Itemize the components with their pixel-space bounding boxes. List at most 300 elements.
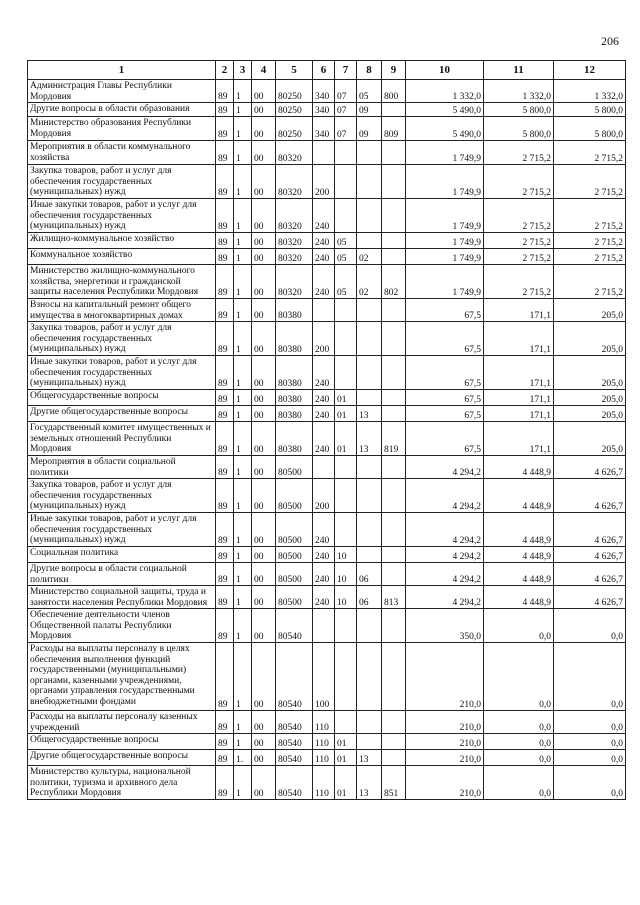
row-code-4: 00: [252, 199, 276, 233]
row-name: Закупка товаров, работ и услуг для обеспечения государственных (муниципальных) нужд: [28, 322, 216, 356]
row-name: Министерство социальной защиты, труда и занятости населения Республики Мордовия: [28, 586, 216, 609]
row-code-5: 80320: [276, 199, 313, 233]
row-amount-11: 171,1: [484, 299, 554, 322]
row-code-2: 89: [216, 199, 234, 233]
row-code-2: 89: [216, 711, 234, 734]
row-code-2: 89: [216, 165, 234, 199]
row-name: Расходы на выплаты персоналу в целях обеспечения выполнения функций государственными (муниципальными) органами, казенными учреждениями, органами управления государственными внебюджетными фондами: [28, 643, 216, 711]
row-code-3: 1: [234, 711, 252, 734]
row-amount-12: 0,0: [554, 609, 626, 643]
row-code-7: [335, 479, 357, 513]
row-code-5: 80500: [276, 456, 313, 479]
row-amount-12: 0,0: [554, 734, 626, 750]
row-code-8: [357, 390, 382, 406]
row-code-7: [335, 165, 357, 199]
row-name: Министерство культуры, национальной политики, туризма и архивного дела Республики Мордовия: [28, 766, 216, 800]
row-amount-12: 2 715,2: [554, 249, 626, 265]
row-code-8: 09: [357, 117, 382, 141]
table-row: [28, 734, 626, 750]
row-amount-12: 5 800,0: [554, 117, 626, 141]
row-code-5: 80320: [276, 249, 313, 265]
row-amount-10: 1 749,9: [406, 249, 484, 265]
row-amount-11: 2 715,2: [484, 233, 554, 249]
row-code-9: 809: [382, 117, 406, 141]
table-row: [28, 547, 626, 563]
row-code-3: 1: [234, 422, 252, 456]
row-code-8: 13: [357, 406, 382, 422]
row-name: Закупка товаров, работ и услуг для обеспечения государственных (муниципальных) нужд: [28, 479, 216, 513]
row-code-6: 110: [313, 711, 335, 734]
row-code-9: [382, 406, 406, 422]
row-name: Обеспечение деятельности членов Общественной палаты Республики Мордовия: [28, 609, 216, 643]
row-code-7: [335, 356, 357, 390]
table-row: [28, 513, 626, 547]
table-row: [28, 406, 626, 422]
row-code-5: 80500: [276, 563, 313, 586]
row-amount-12: 5 800,0: [554, 103, 626, 117]
row-code-3: 1: [234, 406, 252, 422]
row-code-8: [357, 165, 382, 199]
header-cell: 10: [406, 61, 484, 80]
header-cell: 6: [313, 61, 335, 80]
row-amount-11: 2 715,2: [484, 165, 554, 199]
row-code-8: [357, 356, 382, 390]
row-amount-11: 4 448,9: [484, 479, 554, 513]
row-code-7: [335, 456, 357, 479]
row-code-6: 240: [313, 249, 335, 265]
row-amount-10: 350,0: [406, 609, 484, 643]
header-cell: 9: [382, 61, 406, 80]
table-row: [28, 390, 626, 406]
row-amount-10: 210,0: [406, 734, 484, 750]
row-amount-12: 2 715,2: [554, 199, 626, 233]
row-amount-10: 1 332,0: [406, 80, 484, 103]
row-name: Другие общегосударственные вопросы: [28, 406, 216, 422]
row-amount-11: 0,0: [484, 766, 554, 800]
row-amount-11: 4 448,9: [484, 586, 554, 609]
row-code-7: [335, 643, 357, 711]
row-code-4: 00: [252, 586, 276, 609]
row-amount-12: 4 626,7: [554, 563, 626, 586]
table-row: [28, 479, 626, 513]
row-amount-10: 1 749,9: [406, 141, 484, 165]
row-name: Общегосударственные вопросы: [28, 734, 216, 750]
row-code-5: 80380: [276, 322, 313, 356]
row-code-8: 02: [357, 265, 382, 299]
row-code-6: 110: [313, 734, 335, 750]
row-code-5: 80540: [276, 643, 313, 711]
row-amount-11: 0,0: [484, 734, 554, 750]
row-amount-12: 205,0: [554, 406, 626, 422]
row-code-8: [357, 643, 382, 711]
row-code-7: [335, 322, 357, 356]
row-name: Мероприятия в области коммунального хозяйства: [28, 141, 216, 165]
row-code-7: [335, 711, 357, 734]
row-name: Жилищно-коммунальное хозяйство: [28, 233, 216, 249]
row-code-8: [357, 299, 382, 322]
row-code-3: 1: [234, 233, 252, 249]
row-code-3: 1: [234, 356, 252, 390]
row-amount-11: 2 715,2: [484, 199, 554, 233]
row-amount-12: 1 332,0: [554, 80, 626, 103]
row-code-3: 1: [234, 456, 252, 479]
row-code-3: 1: [234, 563, 252, 586]
table-row: [28, 563, 626, 586]
table-row: [28, 750, 626, 766]
row-code-5: 80380: [276, 406, 313, 422]
row-code-4: 00: [252, 643, 276, 711]
row-code-8: 13: [357, 766, 382, 800]
table-row: [28, 299, 626, 322]
row-code-7: 01: [335, 734, 357, 750]
row-code-7: 10: [335, 563, 357, 586]
row-name: Взносы на капитальный ремонт общего имущества в многоквартирных домах: [28, 299, 216, 322]
row-code-9: [382, 233, 406, 249]
row-code-3: 1: [234, 734, 252, 750]
row-amount-11: 171,1: [484, 390, 554, 406]
row-amount-10: 1 749,9: [406, 265, 484, 299]
row-code-7: 01: [335, 390, 357, 406]
row-code-6: 240: [313, 265, 335, 299]
row-code-6: 240: [313, 586, 335, 609]
row-code-7: 01: [335, 750, 357, 766]
row-code-7: 10: [335, 586, 357, 609]
row-code-5: 80380: [276, 356, 313, 390]
row-amount-12: 4 626,7: [554, 513, 626, 547]
row-code-4: 00: [252, 299, 276, 322]
row-amount-12: 0,0: [554, 750, 626, 766]
row-code-6: 200: [313, 479, 335, 513]
row-code-9: [382, 141, 406, 165]
row-amount-11: 2 715,2: [484, 249, 554, 265]
row-amount-10: 4 294,2: [406, 563, 484, 586]
row-code-7: [335, 299, 357, 322]
row-amount-10: 1 749,9: [406, 233, 484, 249]
row-code-9: [382, 513, 406, 547]
row-code-8: [357, 711, 382, 734]
row-code-9: [382, 390, 406, 406]
row-amount-11: 0,0: [484, 750, 554, 766]
row-code-5: 80380: [276, 299, 313, 322]
table-row: [28, 456, 626, 479]
row-code-5: 80540: [276, 609, 313, 643]
row-code-9: [382, 456, 406, 479]
row-code-5: 80500: [276, 513, 313, 547]
row-code-8: [357, 233, 382, 249]
row-code-9: 813: [382, 586, 406, 609]
row-amount-10: 5 490,0: [406, 117, 484, 141]
row-code-5: 80320: [276, 165, 313, 199]
row-code-4: 00: [252, 141, 276, 165]
row-name: Социальная политика: [28, 547, 216, 563]
row-amount-12: 2 715,2: [554, 165, 626, 199]
row-code-4: 00: [252, 547, 276, 563]
row-amount-11: 4 448,9: [484, 563, 554, 586]
row-code-2: 89: [216, 643, 234, 711]
row-code-3: 1: [234, 322, 252, 356]
row-code-8: [357, 547, 382, 563]
row-code-7: 05: [335, 233, 357, 249]
row-code-4: 00: [252, 456, 276, 479]
row-amount-11: 171,1: [484, 356, 554, 390]
row-code-9: [382, 199, 406, 233]
row-code-9: 802: [382, 265, 406, 299]
table-row: [28, 141, 626, 165]
table-row: [28, 422, 626, 456]
header-cell: 7: [335, 61, 357, 80]
row-code-7: 07: [335, 103, 357, 117]
row-name: Администрация Главы Республики Мордовия: [28, 80, 216, 103]
row-code-9: [382, 165, 406, 199]
table-row: [28, 249, 626, 265]
row-amount-12: 0,0: [554, 766, 626, 800]
header-row: [28, 61, 626, 80]
row-code-4: 00: [252, 609, 276, 643]
row-amount-11: 171,1: [484, 422, 554, 456]
row-code-3: 1: [234, 547, 252, 563]
row-amount-10: 4 294,2: [406, 456, 484, 479]
row-code-4: 00: [252, 711, 276, 734]
row-code-2: 89: [216, 563, 234, 586]
row-amount-11: 0,0: [484, 711, 554, 734]
row-code-6: [313, 456, 335, 479]
row-code-8: [357, 513, 382, 547]
header-cell: 12: [554, 61, 626, 80]
row-amount-12: 205,0: [554, 356, 626, 390]
header-cell: 4: [252, 61, 276, 80]
row-code-2: 89: [216, 734, 234, 750]
row-code-4: 00: [252, 734, 276, 750]
row-code-2: 89: [216, 456, 234, 479]
row-code-2: 89: [216, 322, 234, 356]
table-row: [28, 80, 626, 103]
row-code-4: 00: [252, 103, 276, 117]
row-code-4: 00: [252, 406, 276, 422]
row-code-6: [313, 609, 335, 643]
row-amount-10: 210,0: [406, 766, 484, 800]
row-code-4: 00: [252, 117, 276, 141]
row-code-6: 100: [313, 643, 335, 711]
row-amount-10: 210,0: [406, 750, 484, 766]
row-code-5: 80380: [276, 390, 313, 406]
row-code-5: 80320: [276, 141, 313, 165]
row-amount-12: 4 626,7: [554, 586, 626, 609]
row-code-5: 80320: [276, 233, 313, 249]
row-code-2: 89: [216, 513, 234, 547]
page-number: 206: [601, 34, 619, 48]
row-code-7: 10: [335, 547, 357, 563]
row-code-2: 89: [216, 750, 234, 766]
row-code-5: 80250: [276, 103, 313, 117]
row-code-5: 80540: [276, 711, 313, 734]
row-code-3: 1: [234, 80, 252, 103]
row-code-8: 05: [357, 80, 382, 103]
row-code-3: 1: [234, 249, 252, 265]
table-body: [28, 80, 626, 800]
row-amount-12: 0,0: [554, 643, 626, 711]
row-code-3: 1: [234, 390, 252, 406]
row-code-9: [382, 711, 406, 734]
row-code-9: [382, 734, 406, 750]
row-name: Общегосударственные вопросы: [28, 390, 216, 406]
row-name: Министерство образования Республики Мордовия: [28, 117, 216, 141]
row-code-9: [382, 249, 406, 265]
row-code-2: 89: [216, 299, 234, 322]
row-amount-10: 4 294,2: [406, 586, 484, 609]
row-code-4: 00: [252, 390, 276, 406]
table-row: [28, 586, 626, 609]
row-name: Государственный комитет имущественных и земельных отношений Республики Мордовия: [28, 422, 216, 456]
row-code-4: 00: [252, 766, 276, 800]
row-name: Другие вопросы в области образования: [28, 103, 216, 117]
row-amount-11: 5 800,0: [484, 117, 554, 141]
row-code-8: [357, 734, 382, 750]
row-code-7: [335, 513, 357, 547]
row-amount-12: 4 626,7: [554, 456, 626, 479]
row-code-6: 240: [313, 547, 335, 563]
row-code-3: 1: [234, 103, 252, 117]
table-row: [28, 643, 626, 711]
row-name: Иные закупки товаров, работ и услуг для обеспечения государственных (муниципальных) нужд: [28, 356, 216, 390]
header-cell: 5: [276, 61, 313, 80]
row-code-5: 80380: [276, 422, 313, 456]
row-code-9: [382, 547, 406, 563]
header-cell: 1: [28, 61, 216, 80]
row-code-2: 89: [216, 479, 234, 513]
row-code-3: 1: [234, 609, 252, 643]
row-code-6: 110: [313, 750, 335, 766]
row-amount-12: 4 626,7: [554, 479, 626, 513]
row-code-6: 240: [313, 422, 335, 456]
budget-table: [27, 60, 626, 800]
row-code-3: 1: [234, 299, 252, 322]
row-code-7: 05: [335, 265, 357, 299]
table-row: [28, 117, 626, 141]
table-row: [28, 711, 626, 734]
row-code-9: [382, 750, 406, 766]
row-code-8: 06: [357, 563, 382, 586]
header-cell: 2: [216, 61, 234, 80]
row-code-5: 80500: [276, 586, 313, 609]
row-amount-11: 2 715,2: [484, 141, 554, 165]
row-amount-11: 1 332,0: [484, 80, 554, 103]
row-code-2: 89: [216, 103, 234, 117]
row-amount-12: 0,0: [554, 711, 626, 734]
row-amount-11: 0,0: [484, 643, 554, 711]
row-amount-10: 210,0: [406, 643, 484, 711]
row-code-4: 00: [252, 750, 276, 766]
row-code-6: 240: [313, 563, 335, 586]
table-row: [28, 609, 626, 643]
row-code-5: 80500: [276, 479, 313, 513]
row-amount-10: 67,5: [406, 390, 484, 406]
header-cell: 3: [234, 61, 252, 80]
row-code-4: 00: [252, 249, 276, 265]
row-amount-10: 67,5: [406, 299, 484, 322]
row-name: Другие общегосударственные вопросы: [28, 750, 216, 766]
row-code-2: 89: [216, 609, 234, 643]
row-code-9: [382, 609, 406, 643]
row-amount-10: 67,5: [406, 406, 484, 422]
row-amount-12: 2 715,2: [554, 141, 626, 165]
row-code-3: 1: [234, 165, 252, 199]
row-code-2: 89: [216, 586, 234, 609]
row-name: Закупка товаров, работ и услуг для обеспечения государственных (муниципальных) нужд: [28, 165, 216, 199]
row-code-6: 110: [313, 766, 335, 800]
row-amount-10: 67,5: [406, 422, 484, 456]
row-code-2: 89: [216, 117, 234, 141]
row-code-6: 240: [313, 356, 335, 390]
row-name: Другие вопросы в области социальной политики: [28, 563, 216, 586]
row-code-6: 340: [313, 80, 335, 103]
row-code-4: 00: [252, 422, 276, 456]
row-code-5: 80320: [276, 265, 313, 299]
table-row: [28, 265, 626, 299]
row-code-7: 07: [335, 117, 357, 141]
row-code-8: 13: [357, 750, 382, 766]
row-code-2: 89: [216, 356, 234, 390]
row-code-7: [335, 141, 357, 165]
row-name: Иные закупки товаров, работ и услуг для обеспечения государственных (муниципальных) нужд: [28, 199, 216, 233]
row-amount-11: 2 715,2: [484, 265, 554, 299]
row-code-6: 240: [313, 233, 335, 249]
row-code-8: [357, 322, 382, 356]
row-code-2: 89: [216, 80, 234, 103]
row-amount-10: 4 294,2: [406, 479, 484, 513]
row-code-5: 80540: [276, 734, 313, 750]
row-code-5: 80540: [276, 750, 313, 766]
row-code-6: 340: [313, 103, 335, 117]
row-code-9: [382, 356, 406, 390]
row-code-4: 00: [252, 479, 276, 513]
row-code-3: 1: [234, 199, 252, 233]
row-code-7: 01: [335, 406, 357, 422]
row-code-5: 80500: [276, 547, 313, 563]
row-amount-10: 1 749,9: [406, 165, 484, 199]
row-code-4: 00: [252, 265, 276, 299]
row-code-6: 240: [313, 199, 335, 233]
row-code-8: [357, 199, 382, 233]
row-code-5: 80250: [276, 117, 313, 141]
row-code-4: 00: [252, 80, 276, 103]
row-code-4: 00: [252, 233, 276, 249]
row-code-9: [382, 322, 406, 356]
row-code-2: 89: [216, 406, 234, 422]
row-name: Коммунальное хозяйство: [28, 249, 216, 265]
row-amount-11: 4 448,9: [484, 513, 554, 547]
row-code-3: 1: [234, 141, 252, 165]
row-code-9: [382, 563, 406, 586]
row-code-7: [335, 199, 357, 233]
row-code-6: 340: [313, 117, 335, 141]
row-code-8: [357, 141, 382, 165]
row-amount-10: 4 294,2: [406, 547, 484, 563]
row-amount-12: 4 626,7: [554, 547, 626, 563]
row-code-3: 1: [234, 513, 252, 547]
row-code-2: 89: [216, 390, 234, 406]
row-amount-10: 1 749,9: [406, 199, 484, 233]
row-amount-11: 4 448,9: [484, 547, 554, 563]
row-code-2: 89: [216, 422, 234, 456]
table-row: [28, 356, 626, 390]
row-code-6: 200: [313, 322, 335, 356]
row-code-8: 09: [357, 103, 382, 117]
row-code-2: 89: [216, 249, 234, 265]
table-row: [28, 103, 626, 117]
header-cell: 8: [357, 61, 382, 80]
row-code-8: [357, 609, 382, 643]
row-amount-11: 171,1: [484, 322, 554, 356]
